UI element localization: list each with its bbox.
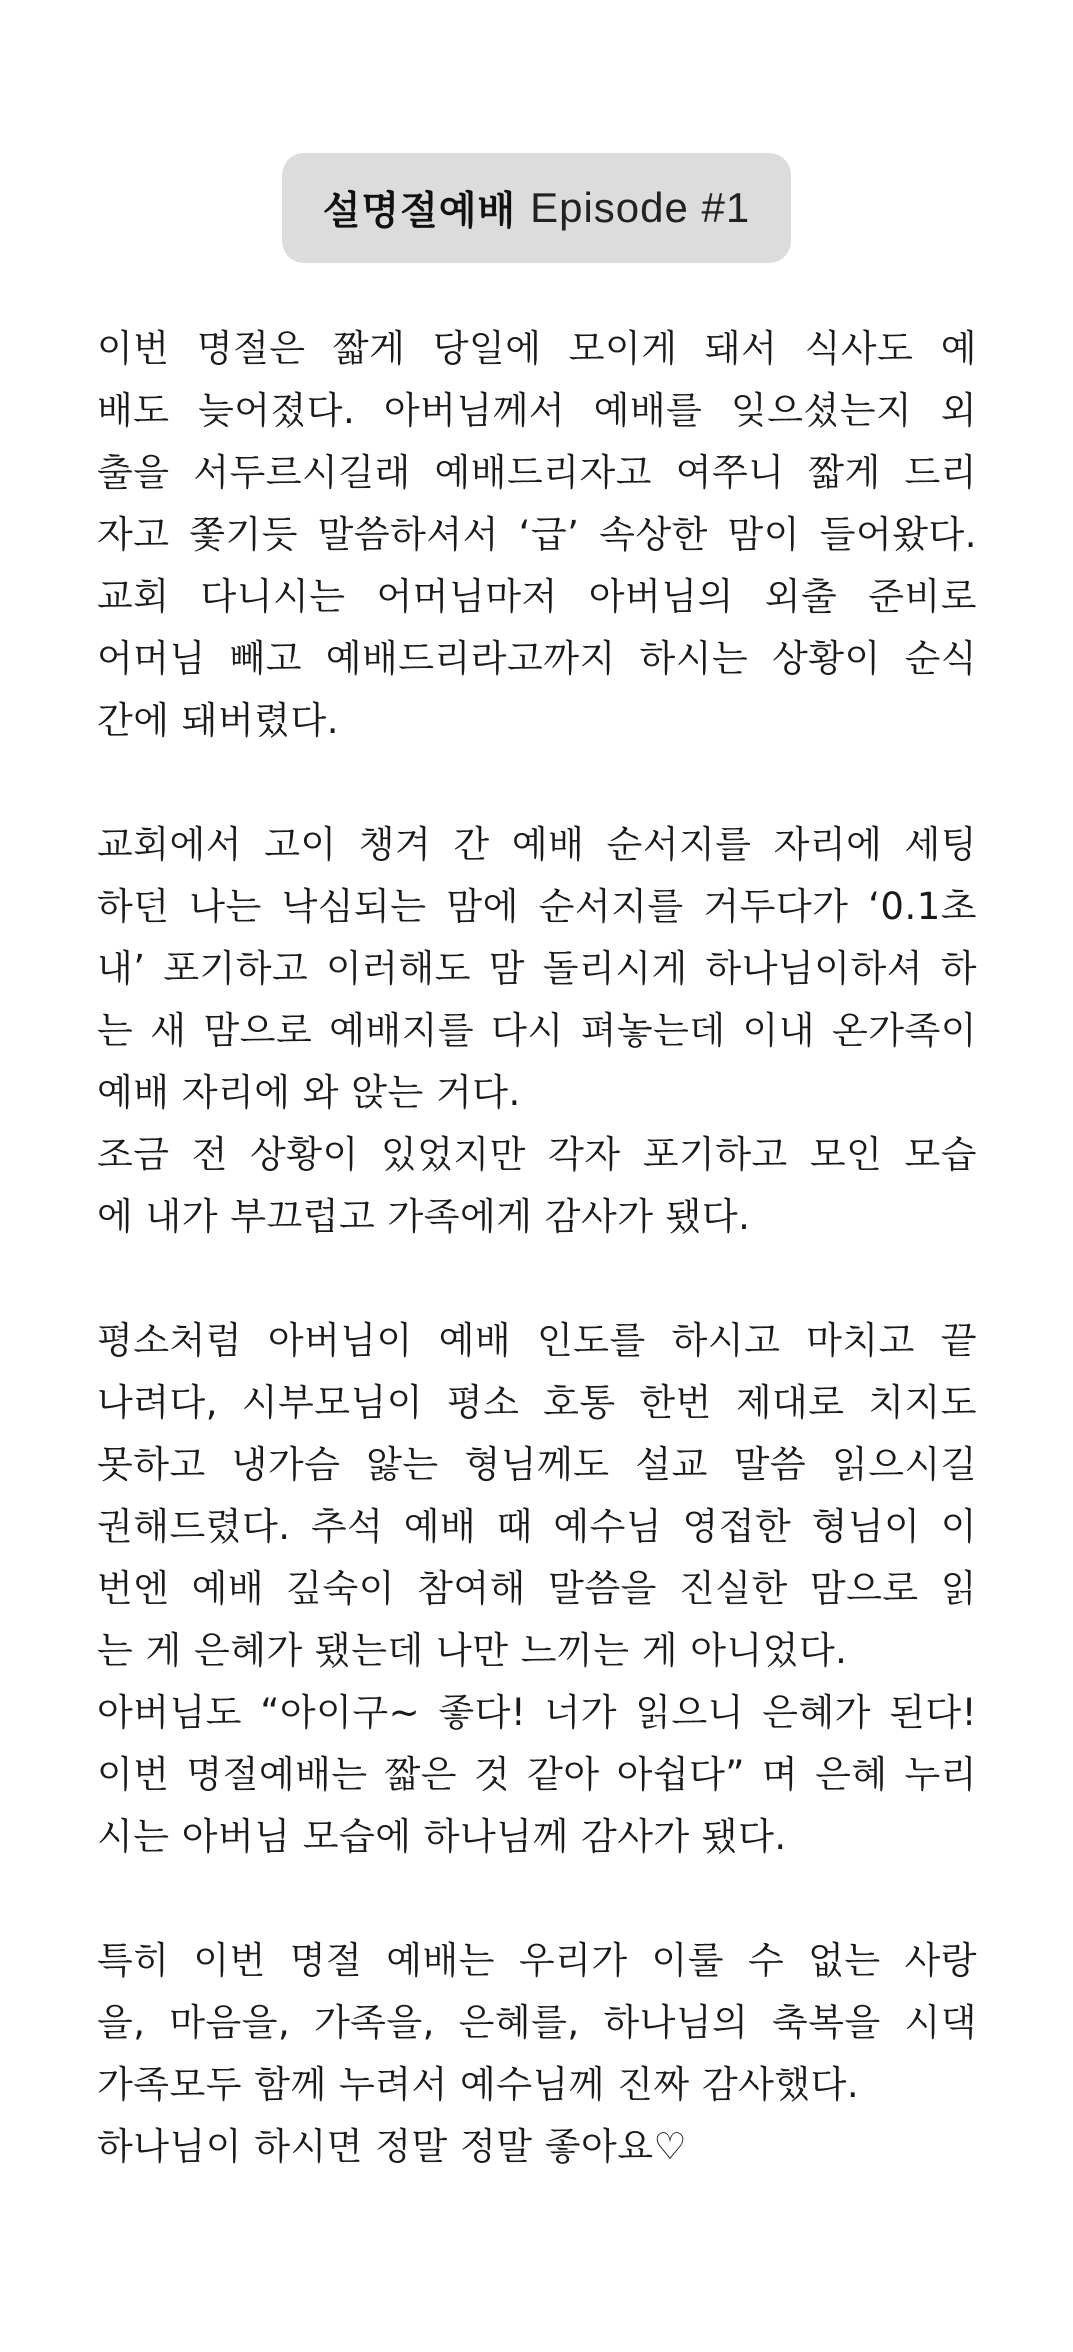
text-line: 나려다, 시부모님이 평소 호통 한번 제대로 치지도 [97,1381,977,1424]
text-line: 시는 아버님 모습에 하나님께 감사가 됐다. [97,1815,787,1858]
text-line: 간에 돼버렸다. [97,699,339,742]
paragraph-2 [97,814,977,1248]
text-line: 가족모두 함께 누려서 예수님께 진짜 감사했다. [97,2063,860,2106]
paragraph-3 [97,1310,977,1868]
paragraph-1 [97,318,977,752]
text-line: 교회에서 고이 챙겨 간 예배 순서지를 자리에 세팅 [97,823,977,866]
text-line: 에 내가 부끄럽고 가족에게 감사가 됐다. [97,1195,751,1238]
text-line: 특히 이번 명절 예배는 우리가 이룰 수 없는 사랑 [97,1939,977,1982]
text-line: 하던 나는 낙심되는 맘에 순서지를 거두다가 ‘0.1초 [97,885,977,928]
text-line: 이번 명절예배는 짧은 것 같아 아쉽다” 며 은혜 누리 [97,1753,977,1796]
text-line: 평소처럼 아버님이 예배 인도를 하시고 마치고 끝 [97,1319,977,1362]
title-korean: 설명절예배 [322,189,517,234]
text-line: 아버님도 “아이구~ 좋다! 너가 읽으니 은혜가 된다! [97,1691,977,1734]
text-line: 배도 늦어졌다. 아버님께서 예배를 잊으셨는지 외 [97,389,977,432]
text-line: 이번 명절은 짧게 당일에 모이게 돼서 식사도 예 [97,327,977,370]
title-episode: Episode #1 [530,184,751,231]
paragraph-gap [97,1868,977,1930]
paragraph-4 [97,1930,977,2178]
text-line: 못하고 냉가슴 앓는 형님께도 설교 말씀 읽으시길 [97,1443,977,1486]
text-line: 는 새 맘으로 예배지를 다시 펴놓는데 이내 온가족이 [97,1009,977,1052]
episode-title-badge [282,153,791,263]
text-line: 자고 쫓기듯 말씀하셔서 ‘급’ 속상한 맘이 들어왔다. [97,513,977,556]
text-line: 내’ 포기하고 이러해도 맘 돌리시게 하나님이하셔 하 [97,947,977,990]
text-line: 교회 다니시는 어머님마저 아버님의 외출 준비로 [97,575,977,618]
paragraph-gap [97,1248,977,1310]
text-line: 권해드렸다. 추석 예배 때 예수님 영접한 형님이 이 [97,1505,977,1548]
text-line: 는 게 은혜가 됐는데 나만 느끼는 게 아니었다. [97,1629,848,1672]
text-line: 출을 서두르시길래 예배드리자고 여쭈니 짧게 드리 [97,451,977,494]
text-line: 조금 전 상황이 있었지만 각자 포기하고 모인 모습 [97,1133,977,1176]
text-line: 번엔 예배 깊숙이 참여해 말씀을 진실한 맘으로 읽 [97,1567,977,1610]
text-line: 을, 마음을, 가족을, 은혜를, 하나님의 축복을 시댁 [97,2001,977,2044]
text-line: 어머님 빼고 예배드리라고까지 하시는 상황이 순식 [97,637,977,680]
text-line: 하나님이 하시면 정말 정말 좋아요♡ [97,2125,688,2168]
story-body [97,318,977,2178]
text-line: 예배 자리에 와 앉는 거다. [97,1071,521,1114]
paragraph-gap [97,752,977,814]
